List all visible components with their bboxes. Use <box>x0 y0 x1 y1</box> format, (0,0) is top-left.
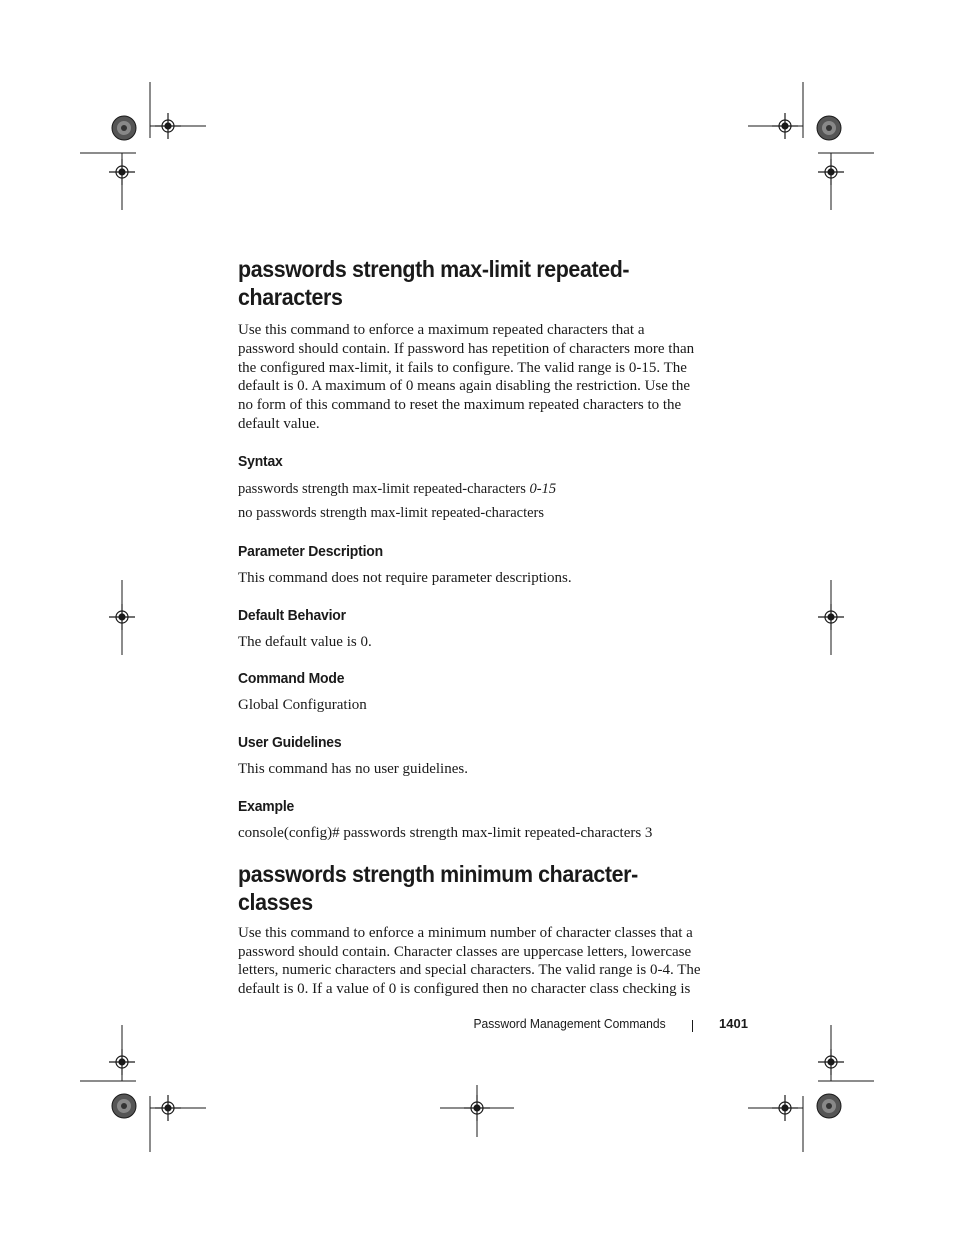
parameter-description-text: This command does not require parameter descriptions. <box>238 569 572 586</box>
user-guidelines-heading: User Guidelines <box>238 734 342 752</box>
page-footer <box>0 1016 954 1036</box>
page-content <box>238 255 738 999</box>
user-guidelines-text: This command has no user guidelines. <box>238 761 468 778</box>
section2-title: passwords strength minimum character-classes <box>238 860 638 915</box>
syntax-no-command: no passwords strength max-limit repeated-characters <box>238 504 545 521</box>
command-mode-heading: Command Mode <box>238 670 345 688</box>
example-heading: Example <box>238 797 295 815</box>
parameter-description-heading: Parameter Description <box>238 542 383 560</box>
syntax-heading: Syntax <box>238 452 283 470</box>
section1-description: Use this command to enforce a maximum repeated characters that a password should contain. If password has repetition of characters more than the configured max-limit, it fails to configure. The valid range is 0-15. The default is 0. A maximum of 0 means again disabling the restriction. Use the no form of this command to reset the maximum repeated characters to the default value. <box>238 322 695 432</box>
no-keyword: no <box>238 397 253 414</box>
syntax-command: passwords strength max-limit repeated-characters 0-15 <box>238 480 557 497</box>
example-text: console(config)# passwords strength max-limit repeated-characters 3 <box>238 824 653 841</box>
default-behavior-heading: Default Behavior <box>238 606 346 624</box>
page-number: 1401 <box>719 1016 748 1031</box>
section1-title: passwords strength max-limit repeated- characters <box>238 256 630 310</box>
footer-section-name: Password Management Commands <box>473 1016 666 1031</box>
footer-separator <box>692 1020 693 1032</box>
default-behavior-text: The default value is 0. <box>238 633 372 650</box>
syntax-param: 0-15 <box>529 480 557 497</box>
command-mode-text: Global Configuration <box>238 697 367 714</box>
section2-description: Use this command to enforce a minimum number of character classes that a password should contain. Character classes are uppercase letters, lowercase letters, numeric characters and special characters. The valid range is 0-4. The default is 0. If a value of 0 is configured then no character class checking is <box>238 924 701 998</box>
